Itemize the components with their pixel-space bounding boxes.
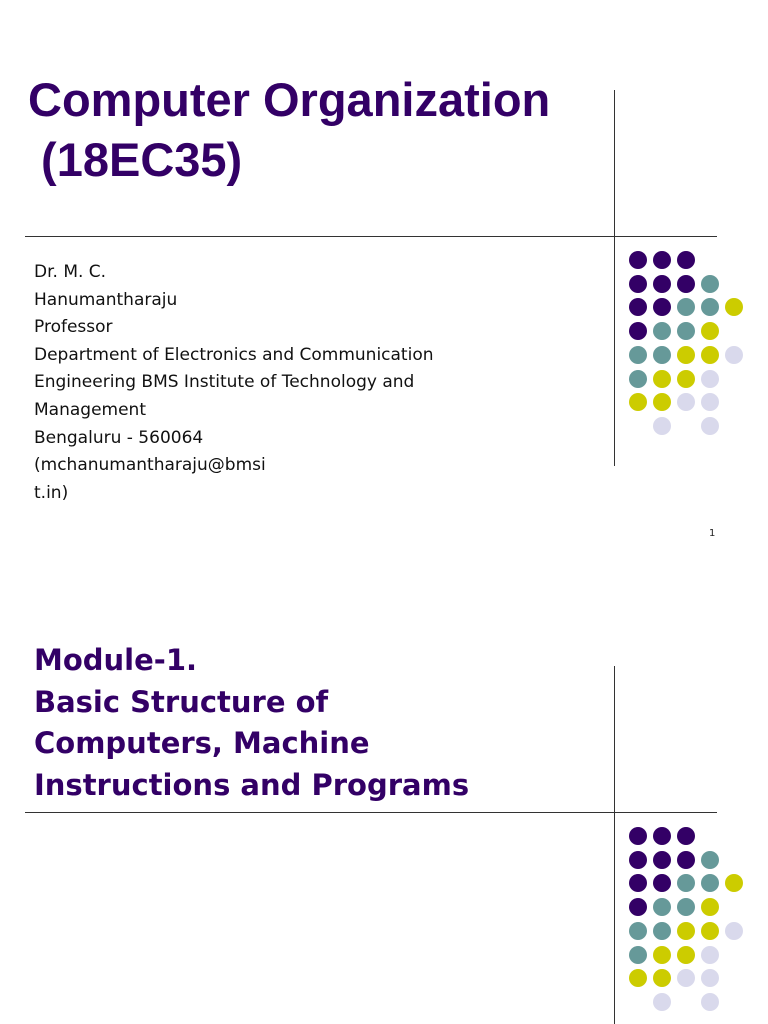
- decorative-dot: [701, 993, 719, 1011]
- decorative-dot: [629, 922, 647, 940]
- decorative-dot: [653, 898, 671, 916]
- vertical-divider: [614, 90, 615, 466]
- author-line: Professor: [34, 317, 113, 338]
- decorative-dot: [701, 393, 719, 411]
- decorative-dot: [653, 874, 671, 892]
- slide-2: [0, 576, 768, 1024]
- decorative-dot: [701, 874, 719, 892]
- decorative-dot: [701, 969, 719, 987]
- decorative-dot: [701, 851, 719, 869]
- decorative-dot: [677, 946, 695, 964]
- decorative-dot: [677, 393, 695, 411]
- author-line: Bengaluru - 560064: [34, 427, 204, 448]
- decorative-dot: [701, 322, 719, 340]
- author-line: (mchanumantharaju@bmsi: [34, 455, 266, 476]
- decorative-dot: [653, 322, 671, 340]
- decorative-dot: [629, 874, 647, 892]
- title-line: Computers, Machine: [34, 726, 370, 760]
- decorative-dot: [677, 275, 695, 293]
- decorative-dot: [725, 346, 743, 364]
- decorative-dot: [677, 370, 695, 388]
- title-line-2: (18EC35): [28, 133, 243, 186]
- decorative-dot: [629, 969, 647, 987]
- horizontal-divider: [25, 812, 717, 813]
- title-line: Instructions and Programs: [34, 767, 470, 802]
- decorative-dot: [629, 346, 647, 364]
- author-line: Management: [34, 399, 146, 420]
- decorative-dot: [701, 370, 719, 388]
- decorative-dot: [653, 417, 671, 435]
- decorative-dot: [629, 322, 647, 340]
- decorative-dot: [653, 851, 671, 869]
- decorative-dot: [653, 827, 671, 845]
- decorative-dot: [701, 346, 719, 364]
- author-line: t.in): [34, 482, 69, 503]
- slide-title: [34, 640, 469, 806]
- decorative-dot: [677, 322, 695, 340]
- decorative-dot: [725, 298, 743, 316]
- decorative-dot: [653, 922, 671, 940]
- decorative-dot: [629, 251, 647, 269]
- decorative-dot: [677, 346, 695, 364]
- decorative-dot: [629, 898, 647, 916]
- decorative-dot: [677, 922, 695, 940]
- decorative-dot: [701, 946, 719, 964]
- decorative-dot: [629, 393, 647, 411]
- decorative-dot: [701, 898, 719, 916]
- decorative-dot: [677, 827, 695, 845]
- decorative-dot: [653, 393, 671, 411]
- author-line: Hanumantharaju: [34, 289, 178, 310]
- decorative-dot: [701, 922, 719, 940]
- decorative-dot: [653, 298, 671, 316]
- decorative-dot: [629, 370, 647, 388]
- decorative-dot: [629, 946, 647, 964]
- slide-title: [28, 70, 550, 190]
- decorative-dot: [677, 969, 695, 987]
- author-line: Engineering BMS Institute of Technology and: [34, 372, 415, 393]
- decorative-dot: [629, 827, 647, 845]
- decorative-dot: [653, 993, 671, 1011]
- page-number: 1: [709, 528, 716, 539]
- decorative-dot: [677, 898, 695, 916]
- decorative-dot: [629, 298, 647, 316]
- decorative-dot: [701, 275, 719, 293]
- decorative-dot: [725, 922, 743, 940]
- title-line: Basic Structure of: [34, 684, 329, 719]
- decorative-dot: [653, 251, 671, 269]
- decorative-dot: [677, 851, 695, 869]
- title-line-1: Computer Organization: [28, 73, 551, 126]
- decorative-dot: [653, 346, 671, 364]
- author-line: Dr. M. C.: [34, 262, 107, 282]
- decorative-dot: [701, 417, 719, 435]
- decorative-dot: [653, 969, 671, 987]
- decorative-dot: [629, 275, 647, 293]
- decorative-dot: [653, 946, 671, 964]
- title-line: Module-1.: [34, 643, 198, 677]
- decorative-dot: [653, 370, 671, 388]
- author-line: Department of Electronics and Communication: [34, 344, 434, 365]
- decorative-dot: [629, 851, 647, 869]
- decorative-dot: [725, 874, 743, 892]
- decorative-dot: [677, 251, 695, 269]
- horizontal-divider: [25, 236, 717, 237]
- author-info: [34, 259, 504, 507]
- decorative-dot: [677, 874, 695, 892]
- decorative-dot: [677, 298, 695, 316]
- vertical-divider: [614, 666, 615, 1024]
- decorative-dot: [701, 298, 719, 316]
- decorative-dot: [653, 275, 671, 293]
